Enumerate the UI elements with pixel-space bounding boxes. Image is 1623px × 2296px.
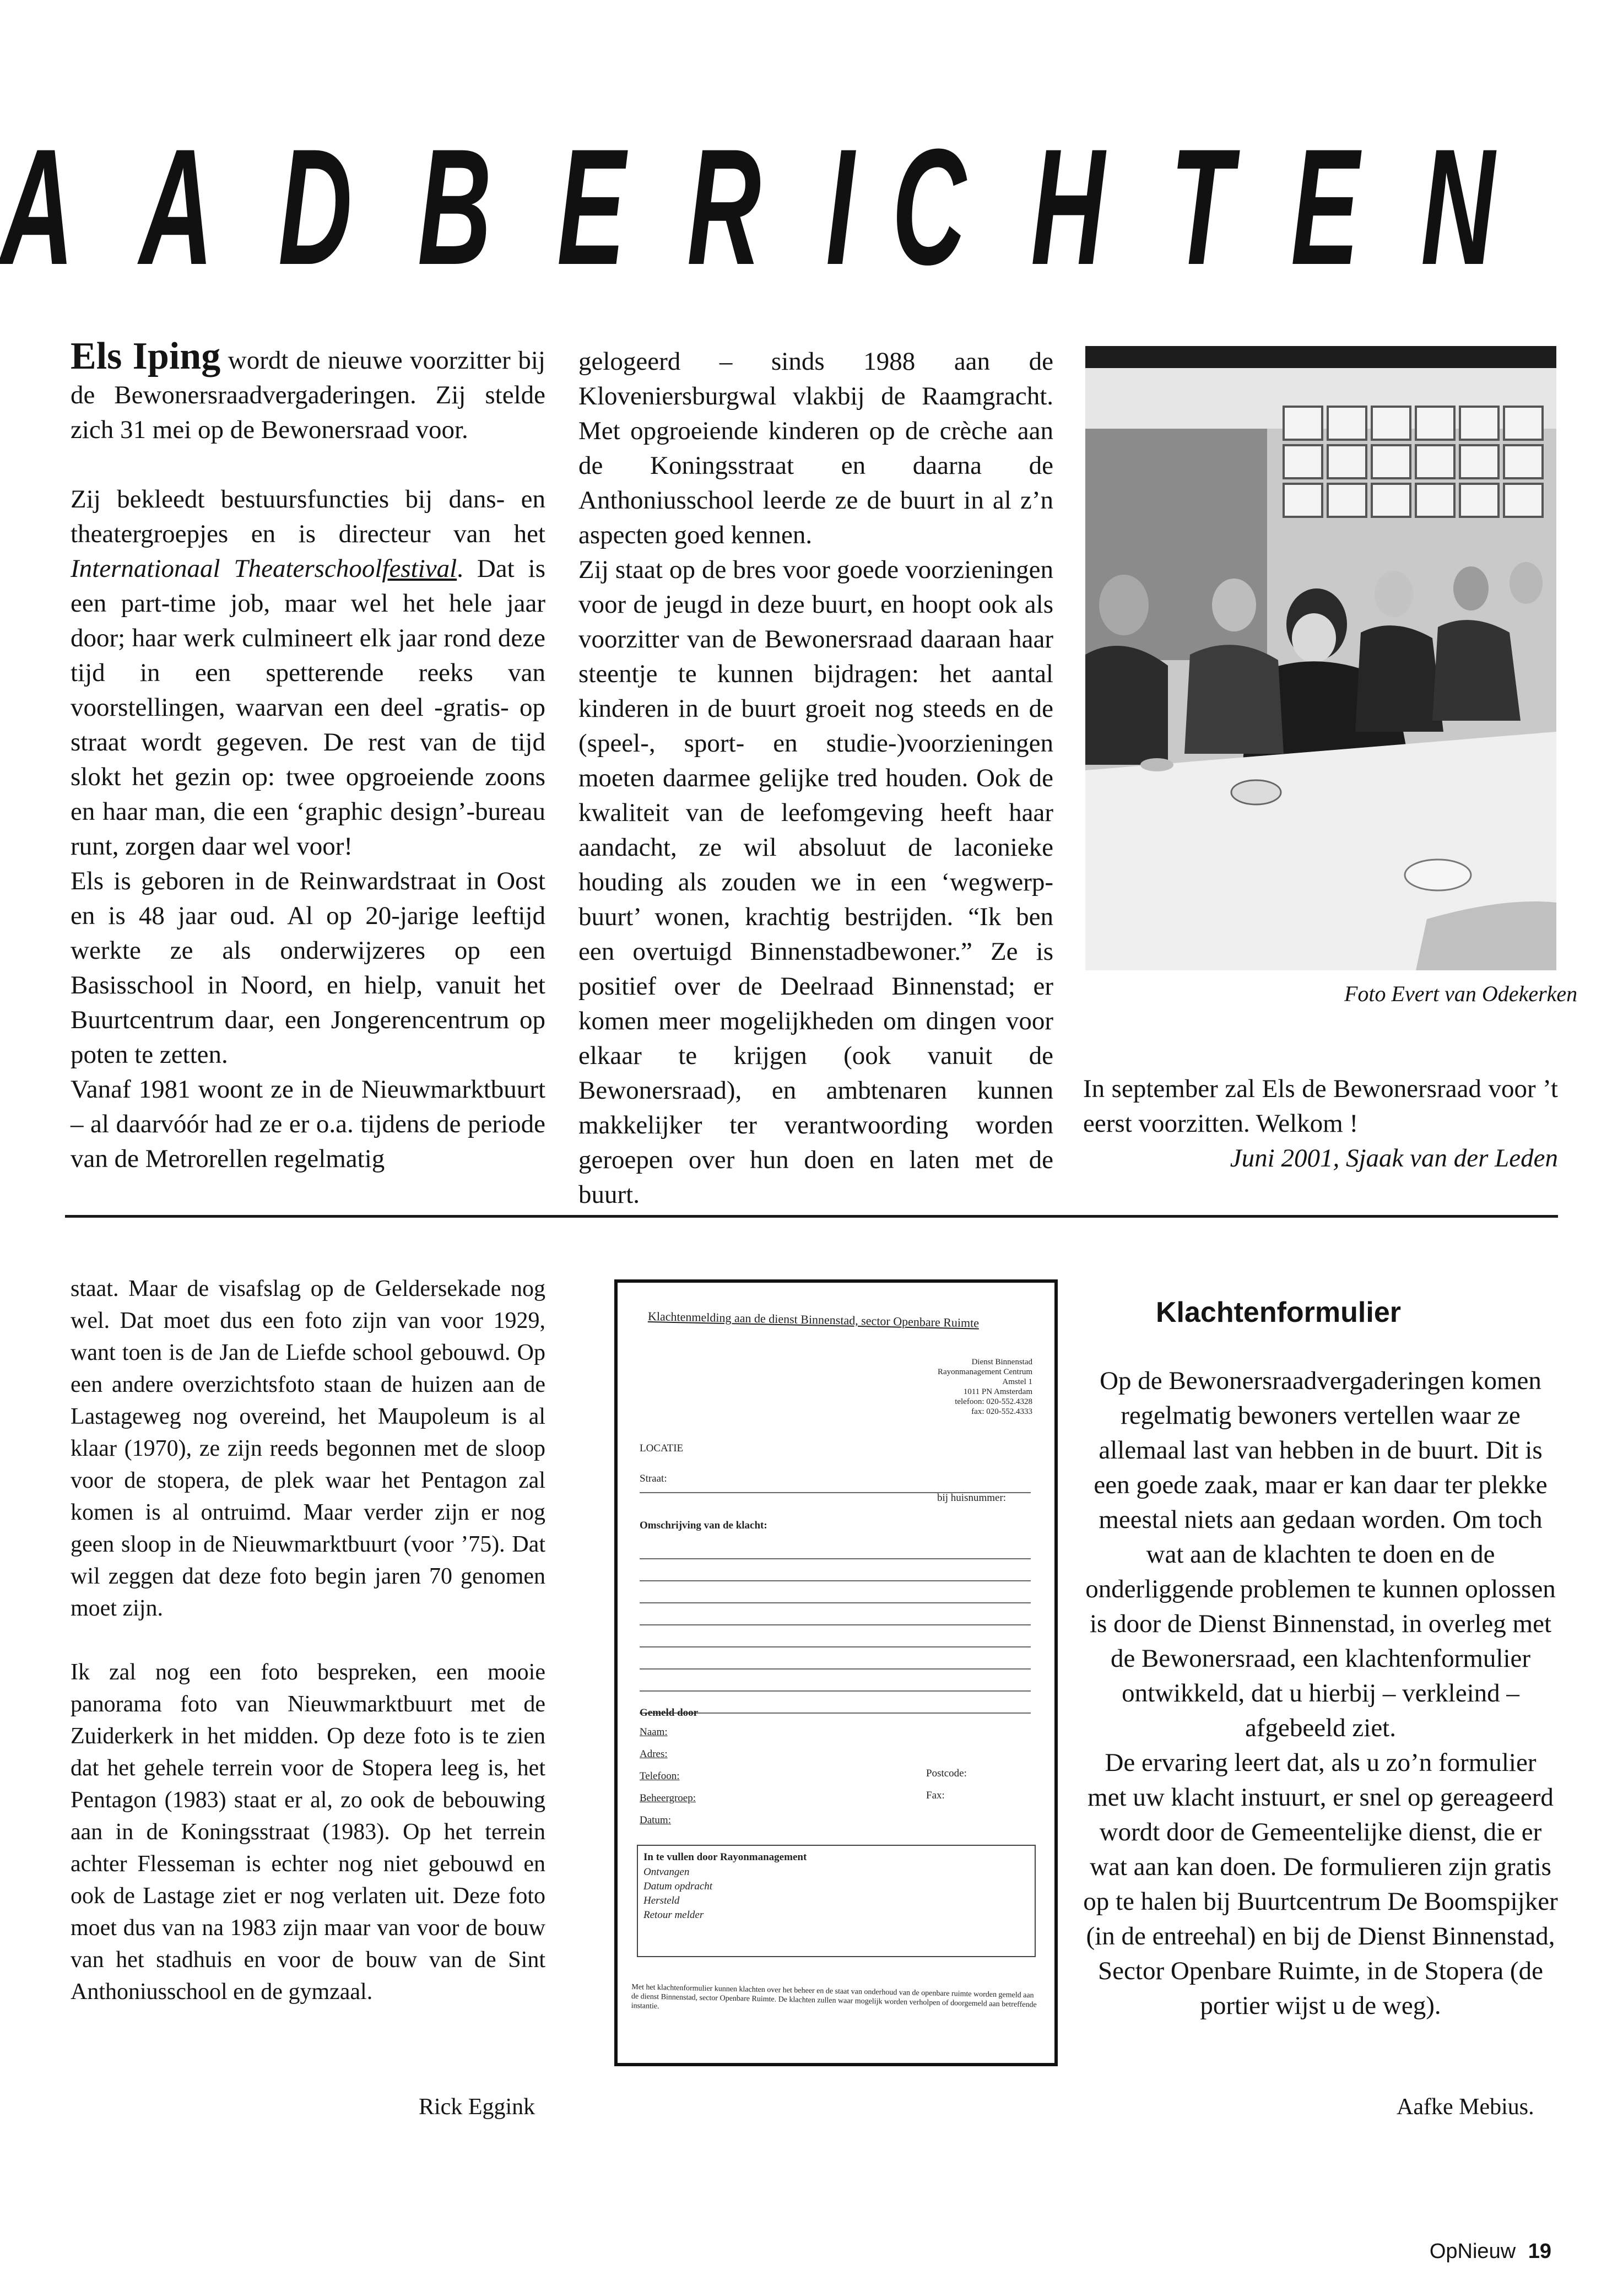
article-column-1 [71,335,545,1176]
form-label-telefoon: Telefoon: [640,1770,680,1782]
magazine-name: OpNieuw [1429,2240,1516,2263]
klachten-title: Klachtenformulier [1156,1296,1401,1328]
article-signature: Juni 2001, Sjaak van der Leden [1230,1144,1558,1173]
form-label-straat: Straat: [640,1473,667,1484]
form-rayon-field: Hersteld [643,1895,680,1906]
form-label-fax: Fax: [926,1790,945,1801]
form-footnote: Met het klachtenformulier kunnen klachten over het beheer en de staat van onderhoud van de openbare ruimte worden gemeld aan de dienst Binnenstad, sector Openbare Ruimte. De klachten zullen waar mogelijk worden verholpen of doorgemeld aan betreffende instantie. [631,1983,1037,2011]
form-label-huisnummer: bij huisnummer: [937,1492,1007,1504]
headline-letter: R [686,114,761,299]
klachten-author: Aafke Mebius. [1397,2094,1534,2120]
lower-article-column [71,1273,545,2008]
form-rayon-field: Datum opdracht [643,1881,713,1892]
form-line [640,1668,1031,1670]
page-number: 19 [1528,2240,1551,2263]
meeting-photo [1085,346,1556,970]
paragraph: Ik zal nog een foto bespreken, een mooie panorama foto van Nieuwmarktbuurt met de Zuiderkerk in het midden. Op deze foto is te zien dat het gehele terrein voor de Stopera leeg is, het Pentagon (1983) staat er al, zo ook de bebouwing aan in de Koningsstraat (1983). Op het terrein achter Flesseman is echter nog niet gebouwd en ook de Lastage ziet er nog verlaten uit. Deze foto moet dus van na 1983 zijn maar van voor de bouw van het stadhuis en voor de bouw van de Sint Anthoniusschool en de gymzaal. [71,1660,545,2005]
complaint-form-image [614,1279,1058,2066]
form-line [640,1602,1031,1603]
article-closing [1083,1072,1558,1176]
meeting-photo-image [1085,346,1556,970]
form-address-line: Rayonmanagement Centrum [937,1368,1032,1376]
form-rayon-fields [643,1865,712,1922]
form-rayon-field: Retour melder [643,1909,704,1921]
form-line [640,1624,1031,1625]
form-line [640,1712,1031,1714]
form-rayon-title: In te vullen door Rayonmanagement [643,1851,807,1863]
paragraph: Zij staat op de bres voor goede voorzieningen voor de jeugd in deze buurt, en hoopt ook als voorzitter van de Bewonersraad daaraan haar steentje te kunnen bijdragen: het aantal kinderen in de buurt groeit nog steeds en de (speel-, sport- en studie-)voorzieningen moeten daarmee gelijke tred houden. Ook de kwaliteit van de leefomgeving heeft haar aandacht, ze wil absoluut de laconieke houding als zouden we in een ‘wegwerp-buurt’ wonen, krachtig bestrijden. “Ik ben een overtuigd Binnenstadbewoner.” Ze is positief over de Deelraad Binnenstad; er komen meer mogelijkheden om dingen voor elkaar te krijgen (ook vanuit de Bewonersraad), en ambtenaren kunnen makkelijker ter verantwoording worden geroepen over hun doen en laten met de buurt. [578,555,1053,1209]
form-label-beheergroep: Beheergroep: [640,1792,696,1804]
form-address-line: 1011 PN Amsterdam [963,1387,1032,1396]
paragraph: Els is geboren in de Reinwardstraat in Oost en is 48 jaar oud. Al op 20-jarige leeftijd werkte ze als onderwijzeres op een Basisschool in Noord, en hielp, vanuit het Buurtcentrum daar, een Jongerencentrum op poten te zetten. [71,867,545,1069]
page-footer [1430,2240,1551,2263]
intro-paragraph: Els Iping wordt de nieuwe voorzitter bij de Bewonersraadvergaderingen. Zij stelde zich 31 mei op de Bewonersraad voor. [71,335,545,444]
headline-letter: E [1291,114,1360,299]
headline-letter: A [139,114,213,299]
photo-caption: Foto Evert van Odekerken [1344,981,1578,1006]
form-label-omschrijving: Omschrijving van de klacht: [640,1520,767,1531]
headline-letter: D [278,114,353,299]
form-label-locatie: LOCATIE [640,1443,684,1454]
form-rayon-box [637,1845,1036,1957]
lower-article-author: Rick Eggink [419,2094,535,2120]
headline-letter: H [1031,114,1105,299]
klachten-article [1083,1364,1558,2023]
form-line [640,1646,1031,1647]
form-line [640,1690,1031,1692]
form-address-line: telefoon: 020-552.4328 [955,1397,1032,1406]
form-line [640,1580,1031,1581]
paragraph: staat. Maar de visafslag op de Geldersekade nog wel. Dat moet dus een foto zijn van voor 1929, want toen is de Jan de Liefde school gebouwd. Op een andere overzichtsfoto staan de huizen aan de Lastageweg nog overeind, het Maupoleum is al klaar (1970), ze zijn reeds begonnen met de sloop voor de stopera, de plek waar het Pentagon zal komen is al ontruimd. Maar verder zijn er nog geen sloop in de Nieuwmarktbuurt (voor ’75). Dat wil zeggen dat deze foto begin jaren 70 genomen moet zijn. [71,1276,545,1621]
article-column-2 [578,344,1053,1212]
form-address [938,1357,1032,1417]
headline-letter: N [1421,114,1495,299]
form-label-adres: Adres: [640,1748,668,1760]
closing-paragraph: In september zal Els de Bewonersraad voor ’t eerst voorzitten. Welkom ! [1083,1074,1558,1138]
form-label-datum: Datum: [640,1814,671,1826]
form-address-line: Dienst Binnenstad [971,1358,1032,1366]
paragraph: De ervaring leert dat, als u zo’n formulier met uw klacht instuurt, er snel op gereageerd wordt door de Gemeentelijke dienst, die er wat aan kan doen. De formulieren zijn gratis op te halen bij Buurtcentrum De Boomspijker (in de entreehal) en bij de Dienst Binnenstad, Sector Openbare Ruimte, in de Stopera (de portier wijst u de weg). [1083,1748,1558,2020]
paragraph: Zij bekleedt bestuursfuncties bij dans- en theatergroepjes en is directeur van het Internationaal Theaterschoolfestival. Dat is een part-time job, maar wel het hele jaar door; haar werk culmineert elk jaar rond deze tijd in een spetterende reeks van voorstellingen, waarvan een deel -gratis- op straat wordt gegeven. De rest van de tijd slokt het gezin op: twee opgroeiende zoons en haar man, die een ‘graphic design’-bureau runt, zorgen daar wel voor! [71,485,545,861]
headline [0,114,1623,299]
form-title: Klachtenmelding aan de dienst Binnenstad, sector Openbare Ruimte [647,1309,980,1330]
form-label-postcode: Postcode: [926,1768,967,1779]
form-label-gemeld-door: Gemeld door [640,1707,699,1719]
headline-letter: I [826,114,854,299]
form-line [640,1558,1031,1559]
headline-letter: B [417,114,492,299]
headline-letter: A [0,114,74,299]
headline-letter: T [1170,114,1233,299]
form-rayon-field: Ontvangen [643,1866,690,1878]
headline-letter: C [891,114,966,299]
paragraph: Vanaf 1981 woont ze in de Nieuwmarktbuurt – al daarvóór had ze er o.a. tijdens de periode van de Metrorellen regelmatig [71,1075,545,1173]
section-divider [65,1215,1558,1218]
headline-letter: E [556,114,625,299]
form-label-naam: Naam: [640,1726,668,1738]
form-address-line: Amstel 1 [1002,1377,1032,1386]
paragraph: gelogeerd – sinds 1988 aan de Kloveniersburgwal vlakbij de Raamgracht. Met opgroeiende kinderen op de crèche aan de Koningsstraat en daarna de Anthoniusschool leerde ze de buurt in al z’n aspecten goed kennen. [578,347,1053,549]
form-address-line: fax: 020-552.4333 [971,1407,1032,1416]
paragraph: Op de Bewonersraadvergaderingen komen regelmatig bewoners vertellen waar ze allemaal last van hebben in de buurt. Dit is een goede zaak, maar er kan daar ter plekke meestal niets aan gedaan worden. Om toch wat aan de klachten te doen en de onderliggende problemen te kunnen oplossen is door de Dienst Binnenstad, in overleg met de Bewonersraad, een klachtenformulier ontwikkeld, dat u hierbij – verkleind – afgebeeld ziet. [1085,1366,1556,1742]
subject-name: Els Iping [71,335,221,377]
